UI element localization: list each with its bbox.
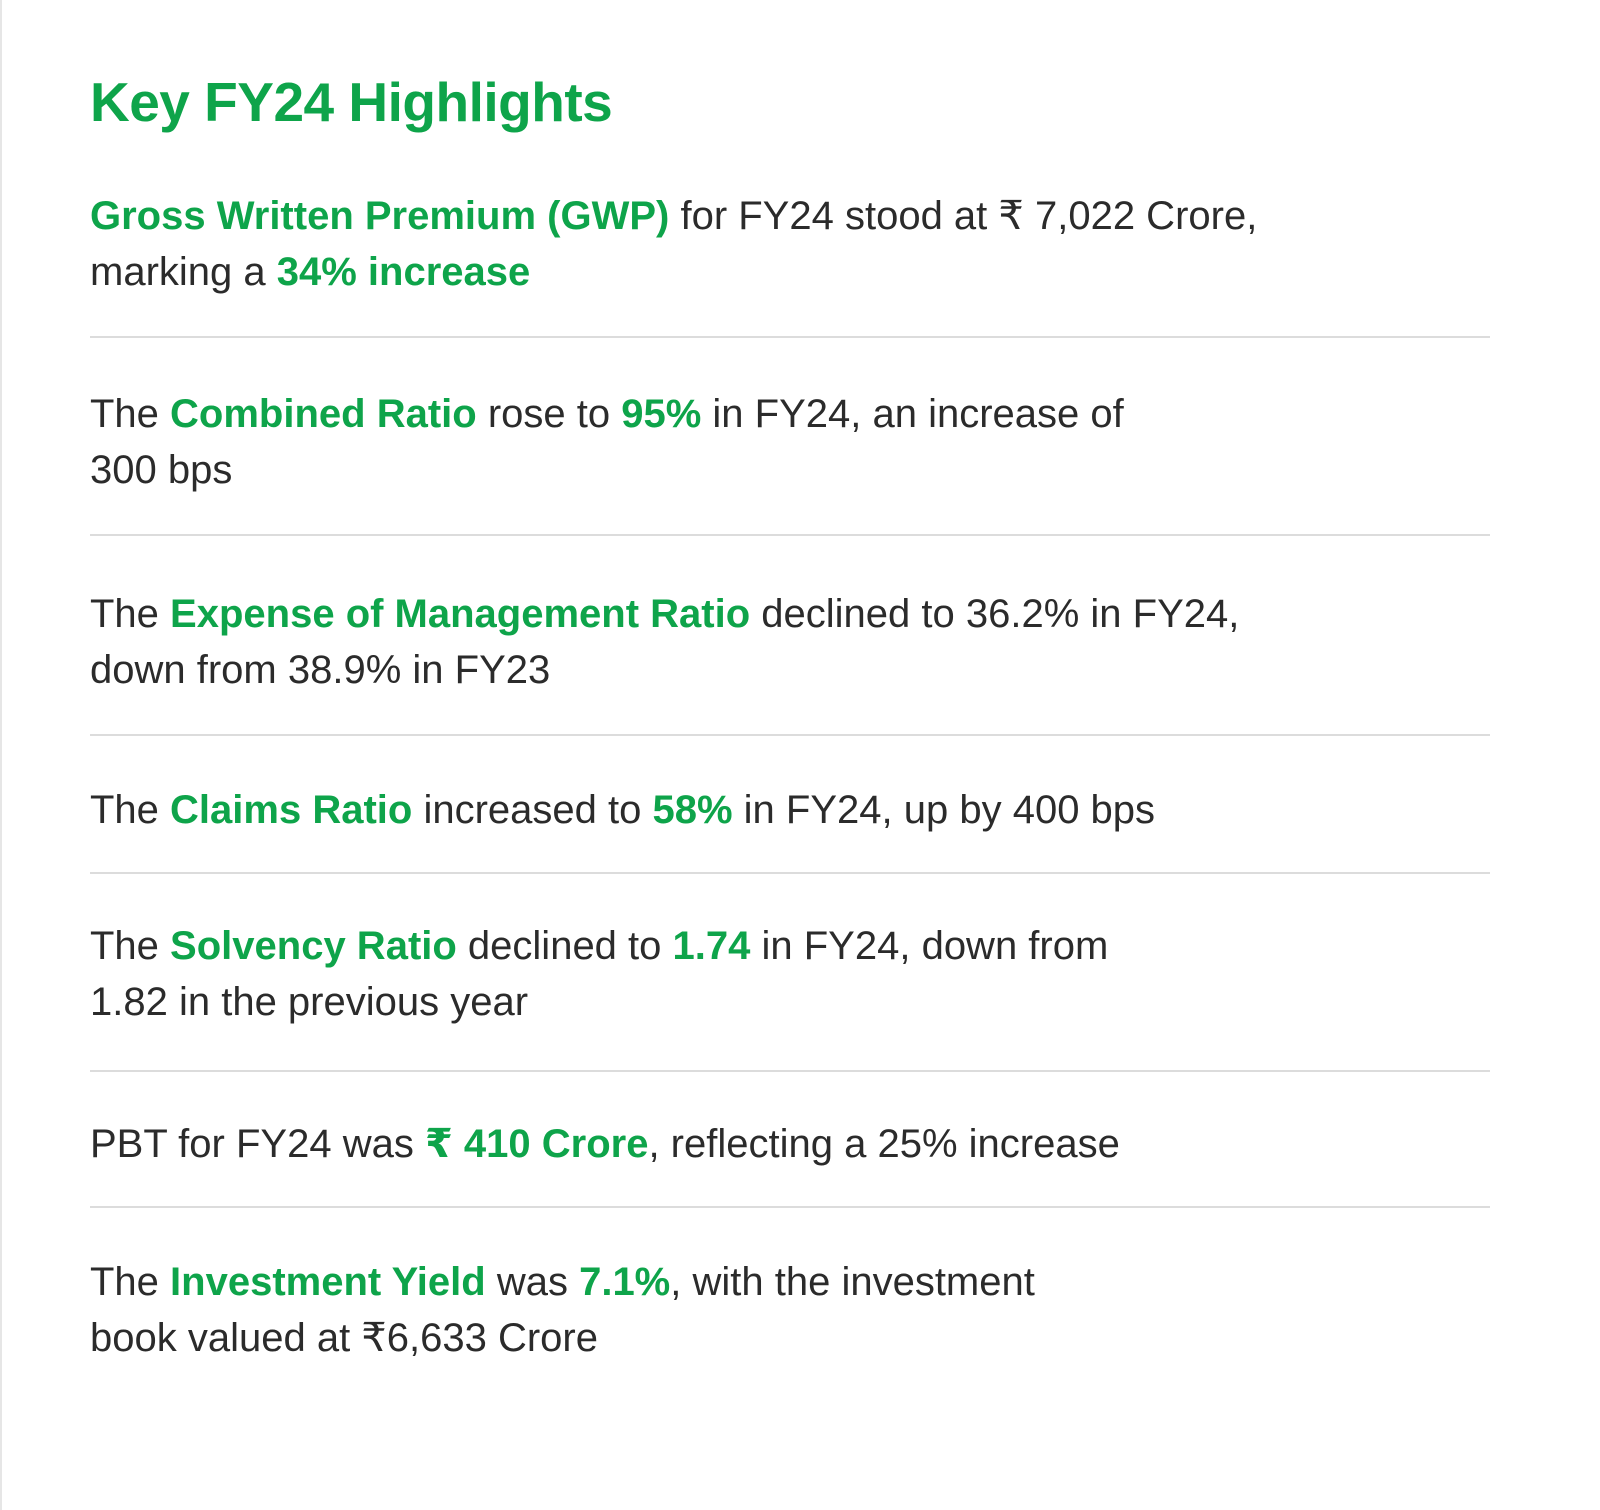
highlight-text: The xyxy=(90,592,171,636)
highlight-text: was xyxy=(485,1260,580,1304)
highlight-emphasis: Claims Ratio xyxy=(170,788,413,832)
highlight-gwp xyxy=(90,180,1490,338)
highlight-text: 1.82 in the previous year xyxy=(90,980,529,1024)
highlight-text: The xyxy=(90,788,171,832)
highlight-emphasis: 34% increase xyxy=(276,250,531,294)
highlight-text: declined to xyxy=(456,924,673,968)
highlight-emphasis: Combined Ratio xyxy=(170,392,477,436)
highlight-text: marking a xyxy=(90,250,277,294)
highlight-emphasis: Investment Yield xyxy=(170,1260,486,1304)
highlight-pbt xyxy=(90,1072,1490,1208)
highlight-expense-ratio xyxy=(90,536,1490,736)
highlight-combined-ratio xyxy=(90,338,1490,536)
highlight-emphasis: 58% xyxy=(652,788,733,832)
highlight-text: declined to 36.2% in FY24, xyxy=(750,592,1240,636)
highlight-text: book valued at ₹6,633 Crore xyxy=(90,1316,598,1360)
highlight-solvency-ratio xyxy=(90,874,1490,1072)
highlight-investment-yield xyxy=(90,1208,1490,1366)
highlight-text: , with the investment xyxy=(670,1260,1035,1304)
highlight-emphasis: 95% xyxy=(621,392,702,436)
highlight-text: PBT for FY24 was xyxy=(90,1122,425,1166)
highlights-list xyxy=(90,180,1490,1366)
highlight-emphasis: ₹ 410 Crore xyxy=(424,1122,649,1166)
highlight-emphasis: 7.1% xyxy=(579,1260,671,1304)
highlight-text: The xyxy=(90,1260,171,1304)
highlight-claims-ratio xyxy=(90,736,1490,874)
highlight-text: in FY24, an increase of xyxy=(701,392,1124,436)
highlight-text: , reflecting a 25% increase xyxy=(648,1122,1120,1166)
highlight-emphasis: Expense of Management Ratio xyxy=(170,592,751,636)
highlight-text: in FY24, down from xyxy=(750,924,1109,968)
highlights-card xyxy=(90,64,1490,1366)
highlight-text: The xyxy=(90,392,171,436)
highlight-text: 300 bps xyxy=(90,448,233,492)
highlight-emphasis: Solvency Ratio xyxy=(170,924,457,968)
highlight-text: down from 38.9% in FY23 xyxy=(90,648,551,692)
highlight-text: for FY24 stood at ₹ 7,022 Crore, xyxy=(669,194,1258,238)
highlight-emphasis: 1.74 xyxy=(672,924,751,968)
highlight-text: rose to xyxy=(476,392,622,436)
highlight-text: The xyxy=(90,924,171,968)
page-title: Key FY24 Highlights xyxy=(90,71,613,133)
highlight-emphasis: Gross Written Premium (GWP) xyxy=(90,194,670,238)
highlight-text: in FY24, up by 400 bps xyxy=(732,788,1156,832)
highlight-text: increased to xyxy=(412,788,653,832)
